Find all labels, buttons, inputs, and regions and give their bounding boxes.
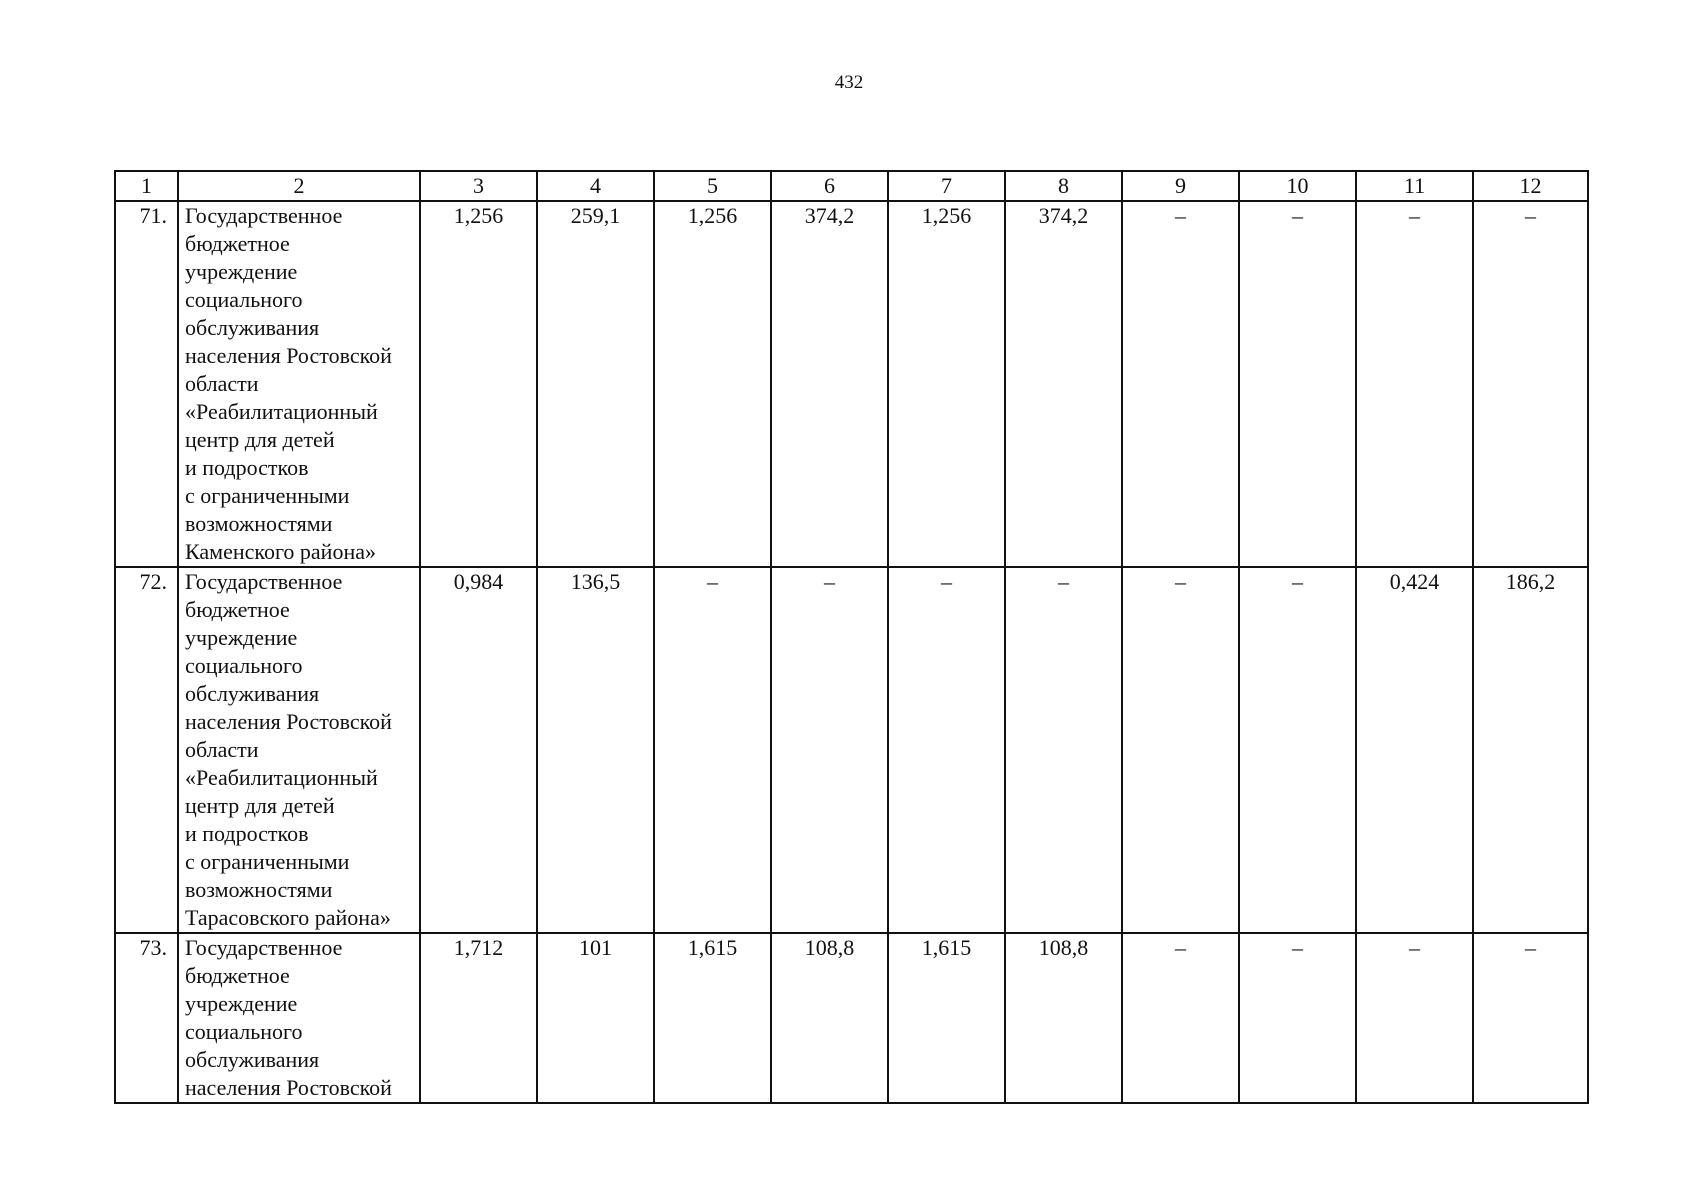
table-row [115, 567, 1588, 933]
column-header: 4 [537, 171, 654, 201]
institution-name: Государственное бюджетное учреждение социального обслуживания населения Ростовской [178, 933, 420, 1103]
column-header: 10 [1239, 171, 1356, 201]
table-cell: 136,5 [537, 567, 654, 933]
column-header: 12 [1473, 171, 1588, 201]
data-table [114, 170, 1589, 1104]
table-cell: – [1122, 567, 1239, 933]
table-cell: – [1239, 201, 1356, 567]
table-cell: 1,256 [420, 201, 537, 567]
column-header: 6 [771, 171, 888, 201]
column-header: 7 [888, 171, 1005, 201]
table-cell: – [1356, 201, 1473, 567]
page-number: 432 [834, 72, 864, 93]
table-cell: 1,615 [888, 933, 1005, 1103]
column-header: 5 [654, 171, 771, 201]
table-cell: 101 [537, 933, 654, 1103]
column-header: 8 [1005, 171, 1122, 201]
table-cell: – [1005, 567, 1122, 933]
table-cell: 108,8 [771, 933, 888, 1103]
table-cell: – [654, 567, 771, 933]
table-cell: 108,8 [1005, 933, 1122, 1103]
institution-name: Государственное бюджетное учреждение социального обслуживания населения Ростовской области «Реабилитационный центр для детей и подростков с ограниченными возможностями Каменского района» [178, 201, 420, 567]
table-row [115, 933, 1588, 1103]
table-cell: 0,984 [420, 567, 537, 933]
header-row [115, 171, 1588, 201]
column-header: 3 [420, 171, 537, 201]
table-cell: 1,712 [420, 933, 537, 1103]
column-header: 1 [115, 171, 178, 201]
institution-name: Государственное бюджетное учреждение социального обслуживания населения Ростовской области «Реабилитационный центр для детей и подростков с ограниченными возможностями Тарасовского района» [178, 567, 420, 933]
row-number: 71. [115, 201, 178, 567]
column-header: 11 [1356, 171, 1473, 201]
table-cell: – [1122, 933, 1239, 1103]
table-cell: – [1473, 933, 1588, 1103]
table-cell: – [888, 567, 1005, 933]
table-cell: 374,2 [1005, 201, 1122, 567]
column-header: 9 [1122, 171, 1239, 201]
table-cell: – [1473, 201, 1588, 567]
table-cell: 1,256 [888, 201, 1005, 567]
table-cell: 1,615 [654, 933, 771, 1103]
row-number: 73. [115, 933, 178, 1103]
table-cell: 259,1 [537, 201, 654, 567]
table-cell: 0,424 [1356, 567, 1473, 933]
table-cell: – [1122, 201, 1239, 567]
table-row [115, 201, 1588, 567]
table-cell: 374,2 [771, 201, 888, 567]
row-number: 72. [115, 567, 178, 933]
column-header: 2 [178, 171, 420, 201]
table-cell: – [771, 567, 888, 933]
table-cell: – [1356, 933, 1473, 1103]
table-cell: – [1239, 567, 1356, 933]
table-cell: 186,2 [1473, 567, 1588, 933]
table-cell: 1,256 [654, 201, 771, 567]
table-cell: – [1239, 933, 1356, 1103]
